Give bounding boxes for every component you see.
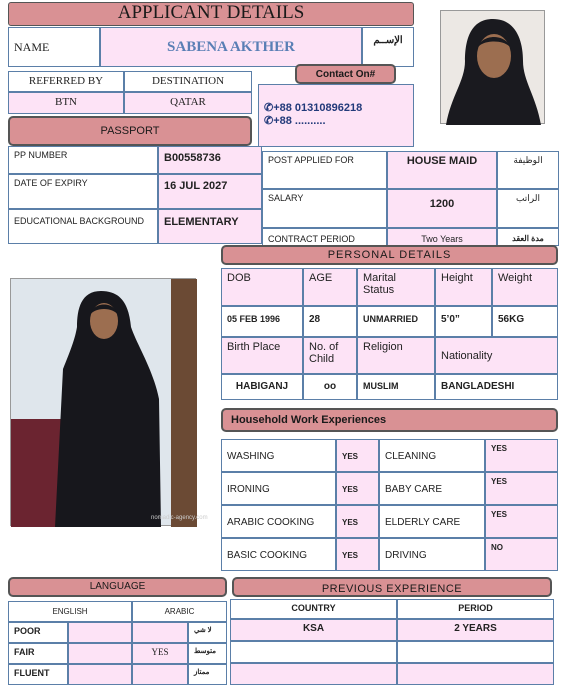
household-task-value: YES (336, 439, 379, 472)
household-task-label: BABY CARE (379, 472, 485, 505)
photo-watermark: nomadic-agency.com (151, 515, 208, 521)
pp-number-label: PP NUMBER (8, 146, 158, 174)
household-task-label: ELDERLY CARE (379, 505, 485, 538)
household-task-label: DRIVING (379, 538, 485, 571)
poor-english (68, 622, 132, 643)
weight-value: 56KG (492, 306, 558, 337)
contact-header: Contact On# (295, 64, 396, 84)
fluent-label: FLUENT (8, 664, 68, 685)
household-task-value: NO (485, 538, 558, 571)
household-task-value: YES (336, 538, 379, 571)
fluent-arabic-label: ممتاز (188, 664, 227, 685)
marital-value: UNMARRIED (357, 306, 435, 337)
referred-by-value: BTN (8, 92, 124, 114)
expiry-label: DATE OF EXPIRY (8, 174, 158, 209)
dob-label: DOB (221, 268, 303, 306)
passport-header: PASSPORT (8, 116, 252, 146)
contact-box (258, 84, 414, 147)
salary-arabic-label: الراتب (497, 189, 559, 228)
destination-value: QATAR (124, 92, 252, 114)
poor-label: POOR (8, 622, 68, 643)
contract-label: CONTRACT PERIOD (262, 228, 387, 246)
fair-english (68, 643, 132, 664)
expiry-value: 16 JUL 2027 (158, 174, 262, 209)
religion-label: Religion (357, 337, 435, 374)
salary-label: SALARY (262, 189, 387, 228)
household-task-label: CLEANING (379, 439, 485, 472)
fluent-arabic (132, 664, 188, 685)
language-english-header: ENGLISH (8, 601, 132, 622)
salary-value: 1200 (387, 189, 497, 228)
applicant-name: SABENA AKTHER (100, 27, 362, 67)
experience-empty-row (397, 663, 554, 685)
portrait-photo (440, 10, 545, 124)
referred-by-label: REFERRED BY (8, 71, 124, 92)
weight-label: Weight (492, 268, 558, 306)
dob-value: 05 FEB 1996 (221, 306, 303, 337)
pp-number-value: B00558736 (158, 146, 262, 174)
page-title: APPLICANT DETAILS (8, 2, 414, 26)
household-task-label: ARABIC COOKING (221, 505, 336, 538)
experience-empty-row (230, 663, 397, 685)
household-task-value: YES (336, 505, 379, 538)
country-header: COUNTRY (230, 599, 397, 619)
fluent-english (68, 664, 132, 685)
language-arabic-header: ARABIC (132, 601, 227, 622)
household-task-label: WASHING (221, 439, 336, 472)
age-label: AGE (303, 268, 357, 306)
household-task-label: IRONING (221, 472, 336, 505)
post-value: HOUSE MAID (387, 151, 497, 189)
poor-arabic-label: لا شي (188, 622, 227, 643)
nationality-value: BANGLADESHI (435, 374, 558, 400)
household-task-value: YES (485, 472, 558, 505)
period-header: PERIOD (397, 599, 554, 619)
birthplace-label: Birth Place (221, 337, 303, 374)
experience-empty-row (397, 641, 554, 663)
household-task-value: YES (485, 505, 558, 538)
religion-value: MUSLIM (357, 374, 435, 400)
birthplace-value: HABIGANJ (221, 374, 303, 400)
experience-header: PREVIOUS EXPERIENCE (232, 577, 552, 597)
fair-arabic-value: YES (132, 643, 188, 664)
country-value: KSA (230, 619, 397, 641)
post-label: POST APPLIED FOR (262, 151, 387, 189)
nationality-label: Nationality (435, 337, 558, 374)
height-label: Height (435, 268, 492, 306)
fair-label: FAIR (8, 643, 68, 664)
contract-value: Two Years (387, 228, 497, 246)
household-task-label: BASIC COOKING (221, 538, 336, 571)
education-label: EDUCATIONAL BACKGROUND (8, 209, 158, 244)
marital-label: Marital Status (357, 268, 435, 306)
experience-empty-row (230, 641, 397, 663)
phone-primary: ✆+88 01310896218 (264, 102, 363, 114)
destination-label: DESTINATION (124, 71, 252, 92)
household-task-value: YES (485, 439, 558, 472)
full-body-photo (10, 278, 208, 526)
children-label: No. of Child (303, 337, 357, 374)
name-label: NAME (8, 27, 100, 67)
period-value: 2 YEARS (397, 619, 554, 641)
education-value: ELEMENTARY (158, 209, 262, 244)
post-arabic-label: الوظيفة (497, 151, 559, 189)
household-header: Household Work Experiences (221, 408, 558, 432)
household-task-value: YES (336, 472, 379, 505)
name-arabic-label: الإســم (362, 27, 414, 67)
personal-details-header: PERSONAL DETAILS (221, 245, 558, 265)
fair-arabic-label: متوسط (188, 643, 227, 664)
contract-arabic-label: مدة العقد (497, 228, 559, 246)
language-header: LANGUAGE (8, 577, 227, 597)
age-value: 28 (303, 306, 357, 337)
phone-secondary: ✆+88 .......... (264, 115, 326, 127)
children-value: oo (303, 374, 357, 400)
height-value: 5’0” (435, 306, 492, 337)
poor-arabic (132, 622, 188, 643)
